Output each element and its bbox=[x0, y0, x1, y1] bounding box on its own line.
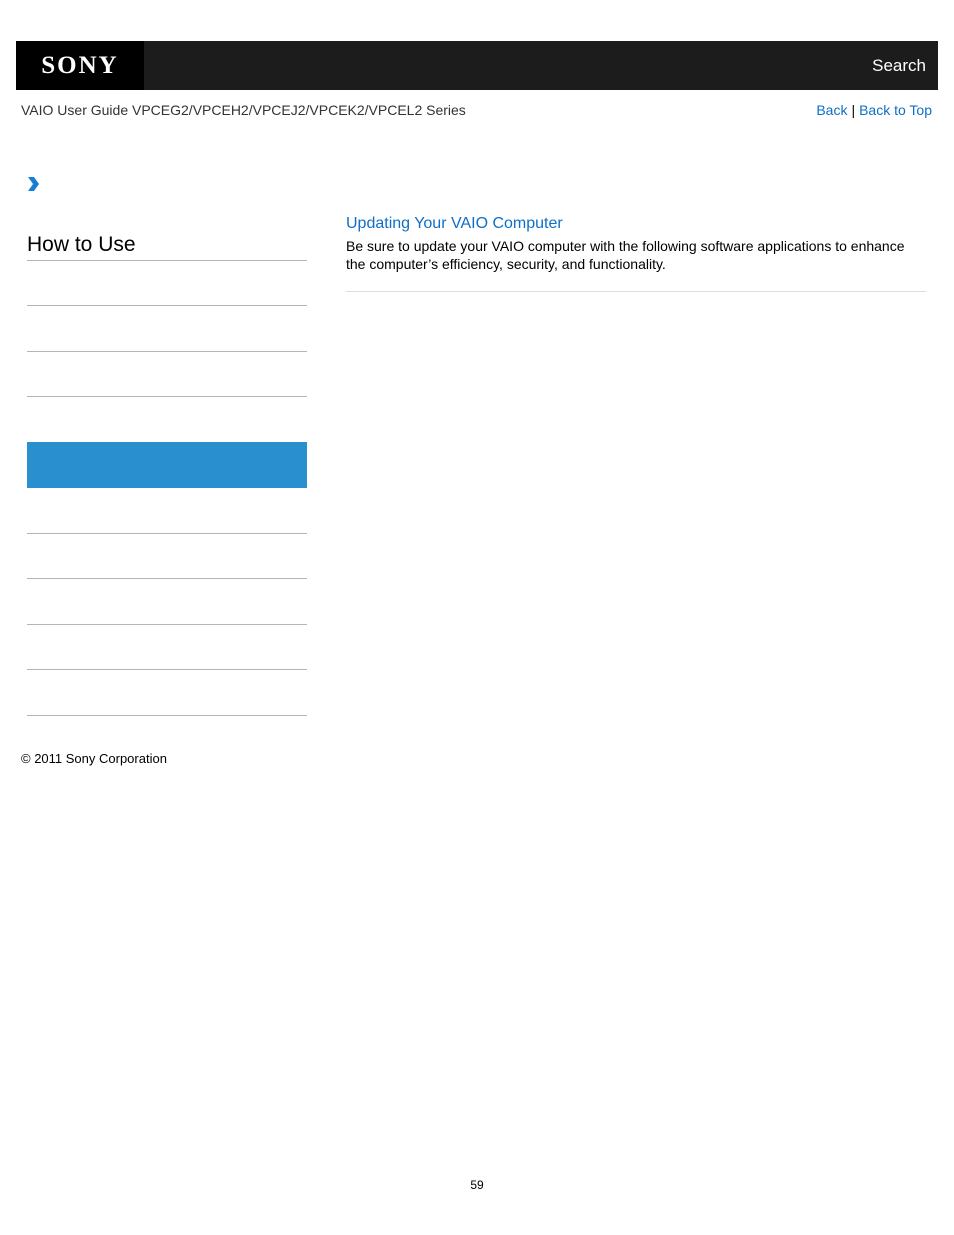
sidebar-item[interactable] bbox=[27, 578, 307, 579]
chevron-right-icon bbox=[26, 176, 40, 192]
sidebar-item[interactable] bbox=[27, 351, 307, 352]
topic-link-updating[interactable]: Updating Your VAIO Computer bbox=[346, 215, 563, 232]
guide-title: VAIO User Guide VPCEG2/VPCEH2/VPCEJ2/VPCEK2/VPCEL2 Series bbox=[21, 102, 466, 118]
sidebar-item[interactable] bbox=[27, 305, 307, 306]
nav-separator: | bbox=[851, 102, 856, 118]
sidebar-item[interactable] bbox=[27, 624, 307, 625]
top-bar bbox=[16, 41, 938, 90]
top-nav bbox=[816, 102, 932, 119]
sidebar-title: How to Use bbox=[27, 233, 136, 256]
sidebar-item[interactable] bbox=[27, 396, 307, 397]
content-divider bbox=[346, 291, 926, 292]
logo-text: SONY bbox=[41, 52, 119, 79]
sidebar-divider bbox=[27, 260, 307, 261]
sidebar-item-active[interactable] bbox=[27, 442, 307, 488]
sidebar-item[interactable] bbox=[27, 715, 307, 716]
main-content bbox=[346, 214, 926, 273]
page-number: 59 bbox=[470, 1178, 484, 1192]
back-link[interactable]: Back bbox=[816, 102, 848, 118]
search-link[interactable]: Search bbox=[872, 56, 926, 75]
copyright: © 2011 Sony Corporation bbox=[21, 751, 167, 766]
sidebar-item[interactable] bbox=[27, 669, 307, 670]
back-to-top-link[interactable]: Back to Top bbox=[859, 102, 932, 118]
sidebar-item[interactable] bbox=[27, 533, 307, 534]
sony-logo[interactable] bbox=[16, 41, 144, 90]
topic-description: Be sure to update your VAIO computer with the following software applications to enhance the computer’s efficiency, security, and functionality. bbox=[346, 238, 905, 272]
